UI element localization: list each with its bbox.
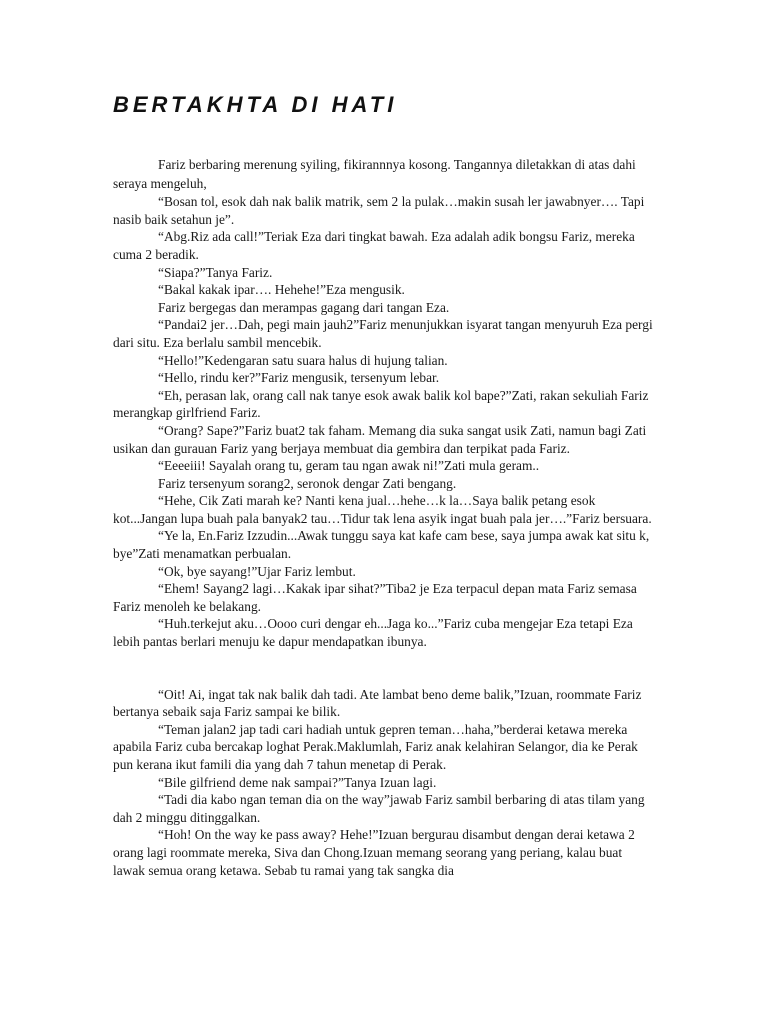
paragraph: “Huh.terkejut aku…Oooo curi dengar eh...Jaga ko...”Fariz cuba mengejar Eza tetapi Eza lebih pantas berlari menuju ke dapur mendapatkan ibunya. xyxy=(113,616,633,650)
paragraph: “Ehem! Sayang2 lagi…Kakak ipar sihat?”Tiba2 je Eza terpacul depan mata Fariz semasa Fariz menoleh ke belakang. xyxy=(113,581,637,614)
paragraph: “Bile gilfriend deme nak sampai?”Tanya Izuan lagi. xyxy=(158,774,437,790)
paragraph: “Ye la, En.Fariz Izzudin...Awak tunggu saya kat kafe cam bese, saya jumpa awak kat situ k, bye”Zati menamatkan perbualan. xyxy=(113,528,650,562)
paragraph: “Hello, rindu ker?”Fariz mengusik, tersenyum lebar. xyxy=(158,370,440,386)
paragraph: “Siapa?”Tanya Fariz. xyxy=(158,264,273,280)
section-break xyxy=(113,651,653,686)
paragraph: “Orang? Sape?”Fariz buat2 tak faham. Memang dia suka sangat usik Zati, namun bagi Zati usikan dan gurauan Fariz yang berjaya membuat dia gembira dan terpikat pada Fariz. xyxy=(113,422,647,456)
paragraph: Fariz bergegas dan merampas gagang dari tangan Eza. xyxy=(158,299,450,315)
paragraph: “Bakal kakak ipar…. Hehehe!”Eza mengusik. xyxy=(158,282,405,298)
story-section-2 xyxy=(113,686,653,880)
paragraph: “Hello!”Kedengaran satu suara halus di hujung talian. xyxy=(158,352,448,368)
paragraph: “Abg.Riz ada call!”Teriak Eza dari tingkat bawah. Eza adalah adik bongsu Fariz, mereka cuma 2 beradik. xyxy=(113,229,635,262)
paragraph: “Eeeeiii! Sayalah orang tu, geram tau ngan awak ni!”Zati mula geram.. xyxy=(158,458,540,474)
document-page xyxy=(113,90,653,879)
paragraph: “Bosan tol, esok dah nak balik matrik, sem 2 la pulak…makin susah ler jawabnyer…. Tapi nasib baik setahun je”. xyxy=(113,194,645,227)
paragraph: “Oit! Ai, ingat tak nak balik dah tadi. Ate lambat beno deme balik,”Izuan, roommate Fariz bertanya sebaik saja Fariz sampai ke bilik. xyxy=(113,686,642,720)
paragraph: “Eh, perasan lak, orang call nak tanye esok awak balik kol bape?”Zati, rakan sekuliah Fariz merangkap girlfriend Fariz. xyxy=(113,387,649,421)
paragraph: Fariz tersenyum sorang2, seronok dengar Zati bengang. xyxy=(158,475,457,491)
paragraph: “Pandai2 jer…Dah, pegi main jauh2”Fariz menunjukkan isyarat tangan menyuruh Eza pergi dari situ. Eza berlalu sambil mencebik. xyxy=(113,317,653,350)
paragraph: “Tadi dia kabo ngan teman dia on the way”jawab Fariz sambil berbaring di atas tilam yang dah 2 minggu ditinggalkan. xyxy=(113,792,645,825)
paragraph: “Ok, bye sayang!”Ujar Fariz lembut. xyxy=(158,563,356,579)
paragraph: “Hoh! On the way ke pass away? Hehe!”Izuan bergurau disambut dengan derai ketawa 2 orang lagi roommate mereka, Siva dan Chong.Izuan memang seorang yang periang, kalau buat lawak semua orang ketawa. Sebab tu ramai yang tak sangka dia xyxy=(113,827,635,878)
paragraph: “Hehe, Cik Zati marah ke? Nanti kena jual…hehe…k la…Saya balik petang esok kot...Jangan lupa buah pala banyak2 tau…Tidur tak lena asyik ingat buah pala jer….”Fariz bersuara. xyxy=(113,493,652,526)
document-title: BERTAKHTA DI HATI xyxy=(113,92,398,117)
paragraph: Fariz berbaring merenung syiling, fikirannnya kosong. Tangannya diletakkan di atas dahi seraya mengeluh, xyxy=(113,157,636,191)
paragraph: “Teman jalan2 jap tadi cari hadiah untuk gepren teman…haha,”berderai ketawa mereka apabila Fariz cuba bercakap loghat Perak.Maklumlah, Fariz anak kelahiran Selangor, dia ke Perak pun kerana ikut famili dia yang dah 7 tahun menetap di Perak. xyxy=(113,721,638,772)
story-section-1 xyxy=(113,156,653,651)
